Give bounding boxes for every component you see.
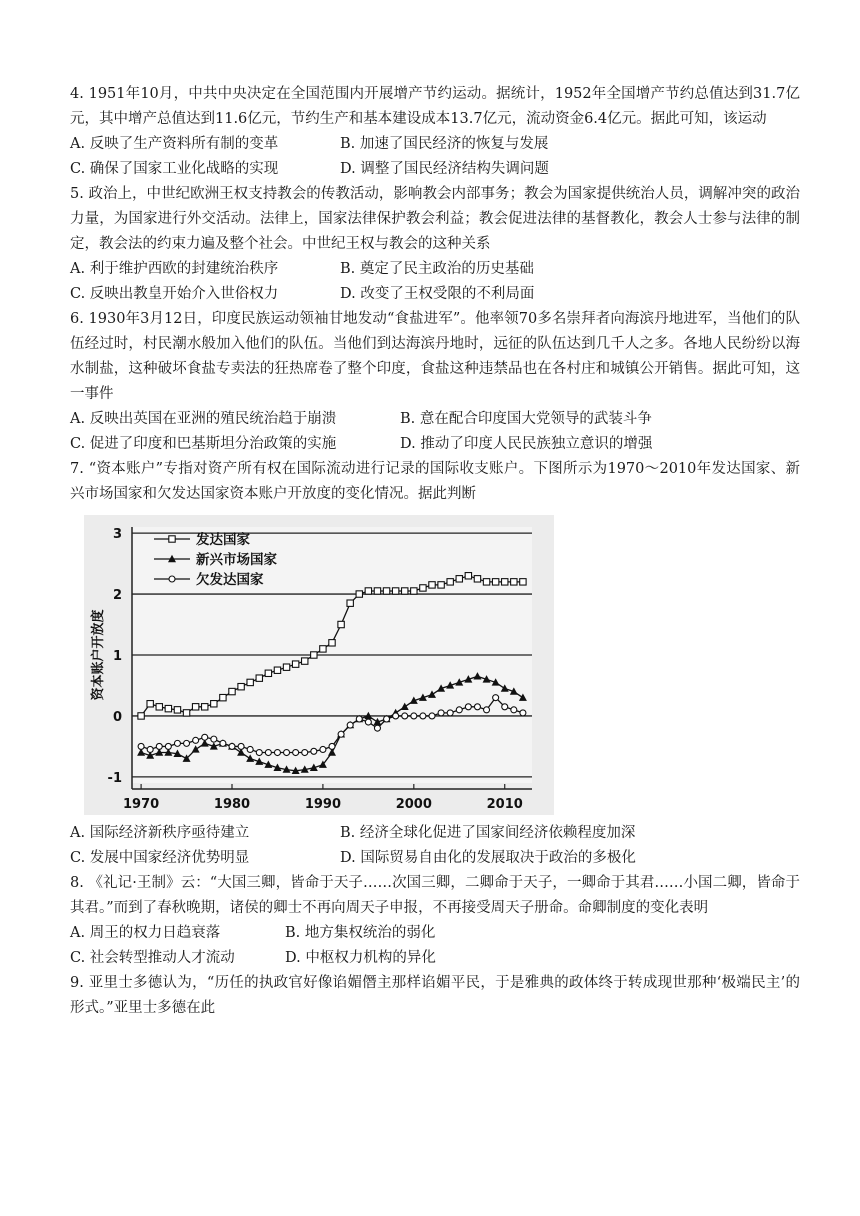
data-point-2 <box>356 716 362 722</box>
question-6-options <box>70 407 800 457</box>
data-point-0 <box>138 713 144 719</box>
question-5-option-c[interactable]: C. 反映出教皇开始介入世俗权力 <box>70 286 279 302</box>
data-point-0 <box>420 585 426 591</box>
data-point-0 <box>438 582 444 588</box>
legend-label-1: 新兴市场国家 <box>196 552 277 568</box>
data-point-0 <box>447 579 453 585</box>
data-point-0 <box>365 588 371 594</box>
question-5-option-d[interactable]: D. 改变了王权受限的不利局面 <box>340 286 535 302</box>
data-point-0 <box>292 661 298 667</box>
data-point-0 <box>347 600 353 606</box>
question-7-option-d[interactable]: D. 国际贸易自由化的发展取决于政治的多极化 <box>340 850 636 866</box>
data-point-0 <box>429 582 435 588</box>
data-point-2 <box>174 740 180 746</box>
data-point-0 <box>311 652 317 658</box>
question-5-options <box>70 257 800 307</box>
legend-marker-2 <box>169 576 175 582</box>
data-point-2 <box>247 746 253 752</box>
data-point-2 <box>229 743 235 749</box>
data-point-0 <box>374 588 380 594</box>
question-4-option-b[interactable]: B. 加速了国民经济的恢复与发展 <box>340 136 549 152</box>
data-point-2 <box>484 707 490 713</box>
question-6-option-d[interactable]: D. 推动了印度人民民族独立意识的增强 <box>400 436 653 452</box>
data-point-2 <box>138 743 144 749</box>
data-point-2 <box>474 704 480 710</box>
data-point-2 <box>374 725 380 731</box>
data-point-2 <box>256 750 262 756</box>
data-point-0 <box>192 704 198 710</box>
question-8-option-d[interactable]: D. 中枢权力机构的异化 <box>285 950 436 966</box>
question-4-option-c[interactable]: C. 确保了国家工业化战略的实现 <box>70 161 279 177</box>
data-point-0 <box>502 579 508 585</box>
data-point-2 <box>265 750 271 756</box>
data-point-0 <box>320 646 326 652</box>
data-point-0 <box>183 710 189 716</box>
x-tick-label: 1990 <box>304 797 342 812</box>
exam-page <box>70 82 800 1021</box>
data-point-0 <box>520 579 526 585</box>
data-point-2 <box>502 704 508 710</box>
data-point-2 <box>329 743 335 749</box>
data-point-2 <box>284 750 290 756</box>
x-tick-label: 2010 <box>486 797 523 812</box>
data-point-0 <box>283 664 289 670</box>
question-8-option-a[interactable]: A. 周王的权力日趋衰落 <box>70 925 221 941</box>
data-point-2 <box>147 746 153 752</box>
data-point-2 <box>274 750 280 756</box>
data-point-0 <box>511 579 517 585</box>
y-tick-label: -1 <box>107 770 122 786</box>
data-point-2 <box>347 722 353 728</box>
data-point-0 <box>256 675 262 681</box>
x-tick-label: 1970 <box>122 797 160 812</box>
question-5-stem: 5. 政治上，中世纪欧洲王权支持教会的传教活动，影响教会内部事务；教会为国家提供统治人员，调解冲突的政治力量，为国家进行外交活动。法律上，国家法律保护教会利益；教会促进法律的基督教化，教会人士参与法律的制定，教会法的约束力遍及整个社会。中世纪王权与教会的这种关系 <box>70 186 800 252</box>
data-point-2 <box>193 737 199 743</box>
data-point-2 <box>438 710 444 716</box>
y-tick-label: 2 <box>112 588 122 604</box>
data-point-0 <box>392 588 398 594</box>
data-point-2 <box>456 707 462 713</box>
question-8-stem: 8. 《礼记·王制》云：“大国三卿，皆命于天子……次国三卿，二卿命于天子，一卿命于其君……小国二卿，皆命于其君。”而到了春秋晚期，诸侯的卿士不再向周天子申报，不再接受周天子册命。命卿制度的变化表明 <box>70 875 800 916</box>
data-point-2 <box>338 731 344 737</box>
data-point-2 <box>402 713 408 719</box>
data-point-0 <box>220 694 226 700</box>
data-point-2 <box>420 713 426 719</box>
data-point-2 <box>511 707 517 713</box>
data-point-2 <box>465 704 471 710</box>
question-7-option-b[interactable]: B. 经济全球化促进了国家间经济依赖程度加深 <box>340 825 636 841</box>
line-chart-svg <box>84 515 554 815</box>
data-point-0 <box>338 621 344 627</box>
question-6-option-b[interactable]: B. 意在配合印度国大党领导的武装斗争 <box>400 411 652 427</box>
question-5-option-a[interactable]: A. 利于维护西欧的封建统治秩序 <box>70 261 279 277</box>
x-tick-label: 2000 <box>395 797 432 812</box>
question-7-option-c[interactable]: C. 发展中国家经济优势明显 <box>70 850 250 866</box>
y-axis-label: 资本账户开放度 <box>91 609 106 701</box>
data-point-2 <box>202 734 208 740</box>
legend-marker-0 <box>169 536 175 542</box>
question-6-option-a[interactable]: A. 反映出英国在亚洲的殖民统治趋于崩溃 <box>70 411 337 427</box>
y-tick-label: 0 <box>112 709 122 725</box>
question-6-stem: 6. 1930年3月12日，印度民族运动领袖甘地发动“食盐进军”。他率领70多名崇拜者向海滨丹地进军，当他们的队伍经过时，村民潮水般加入他们的队伍。当他们到达海滨丹地时，远征的队伍达到几千人之多。各地人民纷纷以海水制盐，这种破坏食盐专卖法的狂热席卷了整个印度，食盐这种违禁品也在各村庄和城镇公开销售。据此可知，这一事件 <box>70 311 800 402</box>
question-8-option-c[interactable]: C. 社会转型推动人才流动 <box>70 950 235 966</box>
capital-account-chart <box>84 515 554 815</box>
y-tick-label: 3 <box>112 527 122 543</box>
data-point-0 <box>265 670 271 676</box>
data-point-0 <box>229 688 235 694</box>
question-4-stem: 4. 1951年10月，中共中央决定在全国范围内开展增产节约运动。据统计，1952年全国增产节约总值达到31.7亿元，其中增产总值达到11.6亿元，节约生产和基本建设成本13.7亿元，流动资金6.4亿元。据此可知，该运动 <box>70 86 800 127</box>
question-6-option-c[interactable]: C. 促进了印度和巴基斯坦分治政策的实施 <box>70 436 337 452</box>
data-point-0 <box>465 573 471 579</box>
question-4-option-a[interactable]: A. 反映了生产资料所有制的变革 <box>70 136 279 152</box>
question-7-stem: 7. “资本账户”专指对资产所有权在国际流动进行记录的国际收支账户。下图所示为1970～2010年发达国家、新兴市场国家和欠发达国家资本账户开放度的变化情况。据此判断 <box>70 461 800 502</box>
data-point-2 <box>211 736 217 742</box>
y-tick-label: 1 <box>112 649 122 664</box>
data-point-2 <box>411 713 417 719</box>
data-point-0 <box>211 701 217 707</box>
legend-label-2: 欠发达国家 <box>196 572 264 588</box>
question-8-option-b[interactable]: B. 地方集权统治的弱化 <box>285 925 436 941</box>
data-point-2 <box>165 743 171 749</box>
data-point-0 <box>356 591 362 597</box>
data-point-2 <box>429 713 435 719</box>
question-8-options <box>70 921 800 971</box>
data-point-0 <box>474 576 480 582</box>
data-point-2 <box>293 750 299 756</box>
data-point-0 <box>274 667 280 673</box>
data-point-0 <box>174 707 180 713</box>
data-point-0 <box>383 588 389 594</box>
data-point-0 <box>492 579 498 585</box>
data-point-0 <box>156 704 162 710</box>
question-9-stem: 9. 亚里士多德认为，“历任的执政官好像谄媚僭主那样谄媚平民，于是雅典的政体终于转成现世那种‘极端民主’的形式。”亚里士多德在此 <box>70 975 800 1016</box>
data-point-0 <box>483 579 489 585</box>
data-point-0 <box>147 701 153 707</box>
question-4-option-d[interactable]: D. 调整了国民经济结构失调问题 <box>340 161 549 177</box>
data-point-0 <box>238 683 244 689</box>
data-point-2 <box>384 716 390 722</box>
data-point-2 <box>302 750 308 756</box>
data-point-2 <box>393 713 399 719</box>
question-4-options <box>70 132 800 182</box>
data-point-2 <box>238 743 244 749</box>
data-point-0 <box>402 588 408 594</box>
data-point-0 <box>302 658 308 664</box>
data-point-0 <box>456 576 462 582</box>
x-tick-label: 1980 <box>213 797 251 812</box>
data-point-2 <box>365 719 371 725</box>
data-point-0 <box>329 640 335 646</box>
data-point-2 <box>311 748 317 754</box>
question-7-option-a[interactable]: A. 国际经济新秩序亟待建立 <box>70 825 250 841</box>
data-point-2 <box>184 740 190 746</box>
data-point-0 <box>247 679 253 685</box>
data-point-0 <box>411 588 417 594</box>
data-point-2 <box>520 710 526 716</box>
data-point-0 <box>202 704 208 710</box>
data-point-2 <box>493 695 499 701</box>
data-point-2 <box>156 743 162 749</box>
data-point-2 <box>220 740 226 746</box>
question-5-option-b[interactable]: B. 奠定了民主政治的历史基础 <box>340 261 534 277</box>
data-point-2 <box>320 746 326 752</box>
legend-label-0: 发达国家 <box>196 532 250 548</box>
question-7-options <box>70 821 800 871</box>
data-point-2 <box>447 710 453 716</box>
data-point-0 <box>165 705 171 711</box>
